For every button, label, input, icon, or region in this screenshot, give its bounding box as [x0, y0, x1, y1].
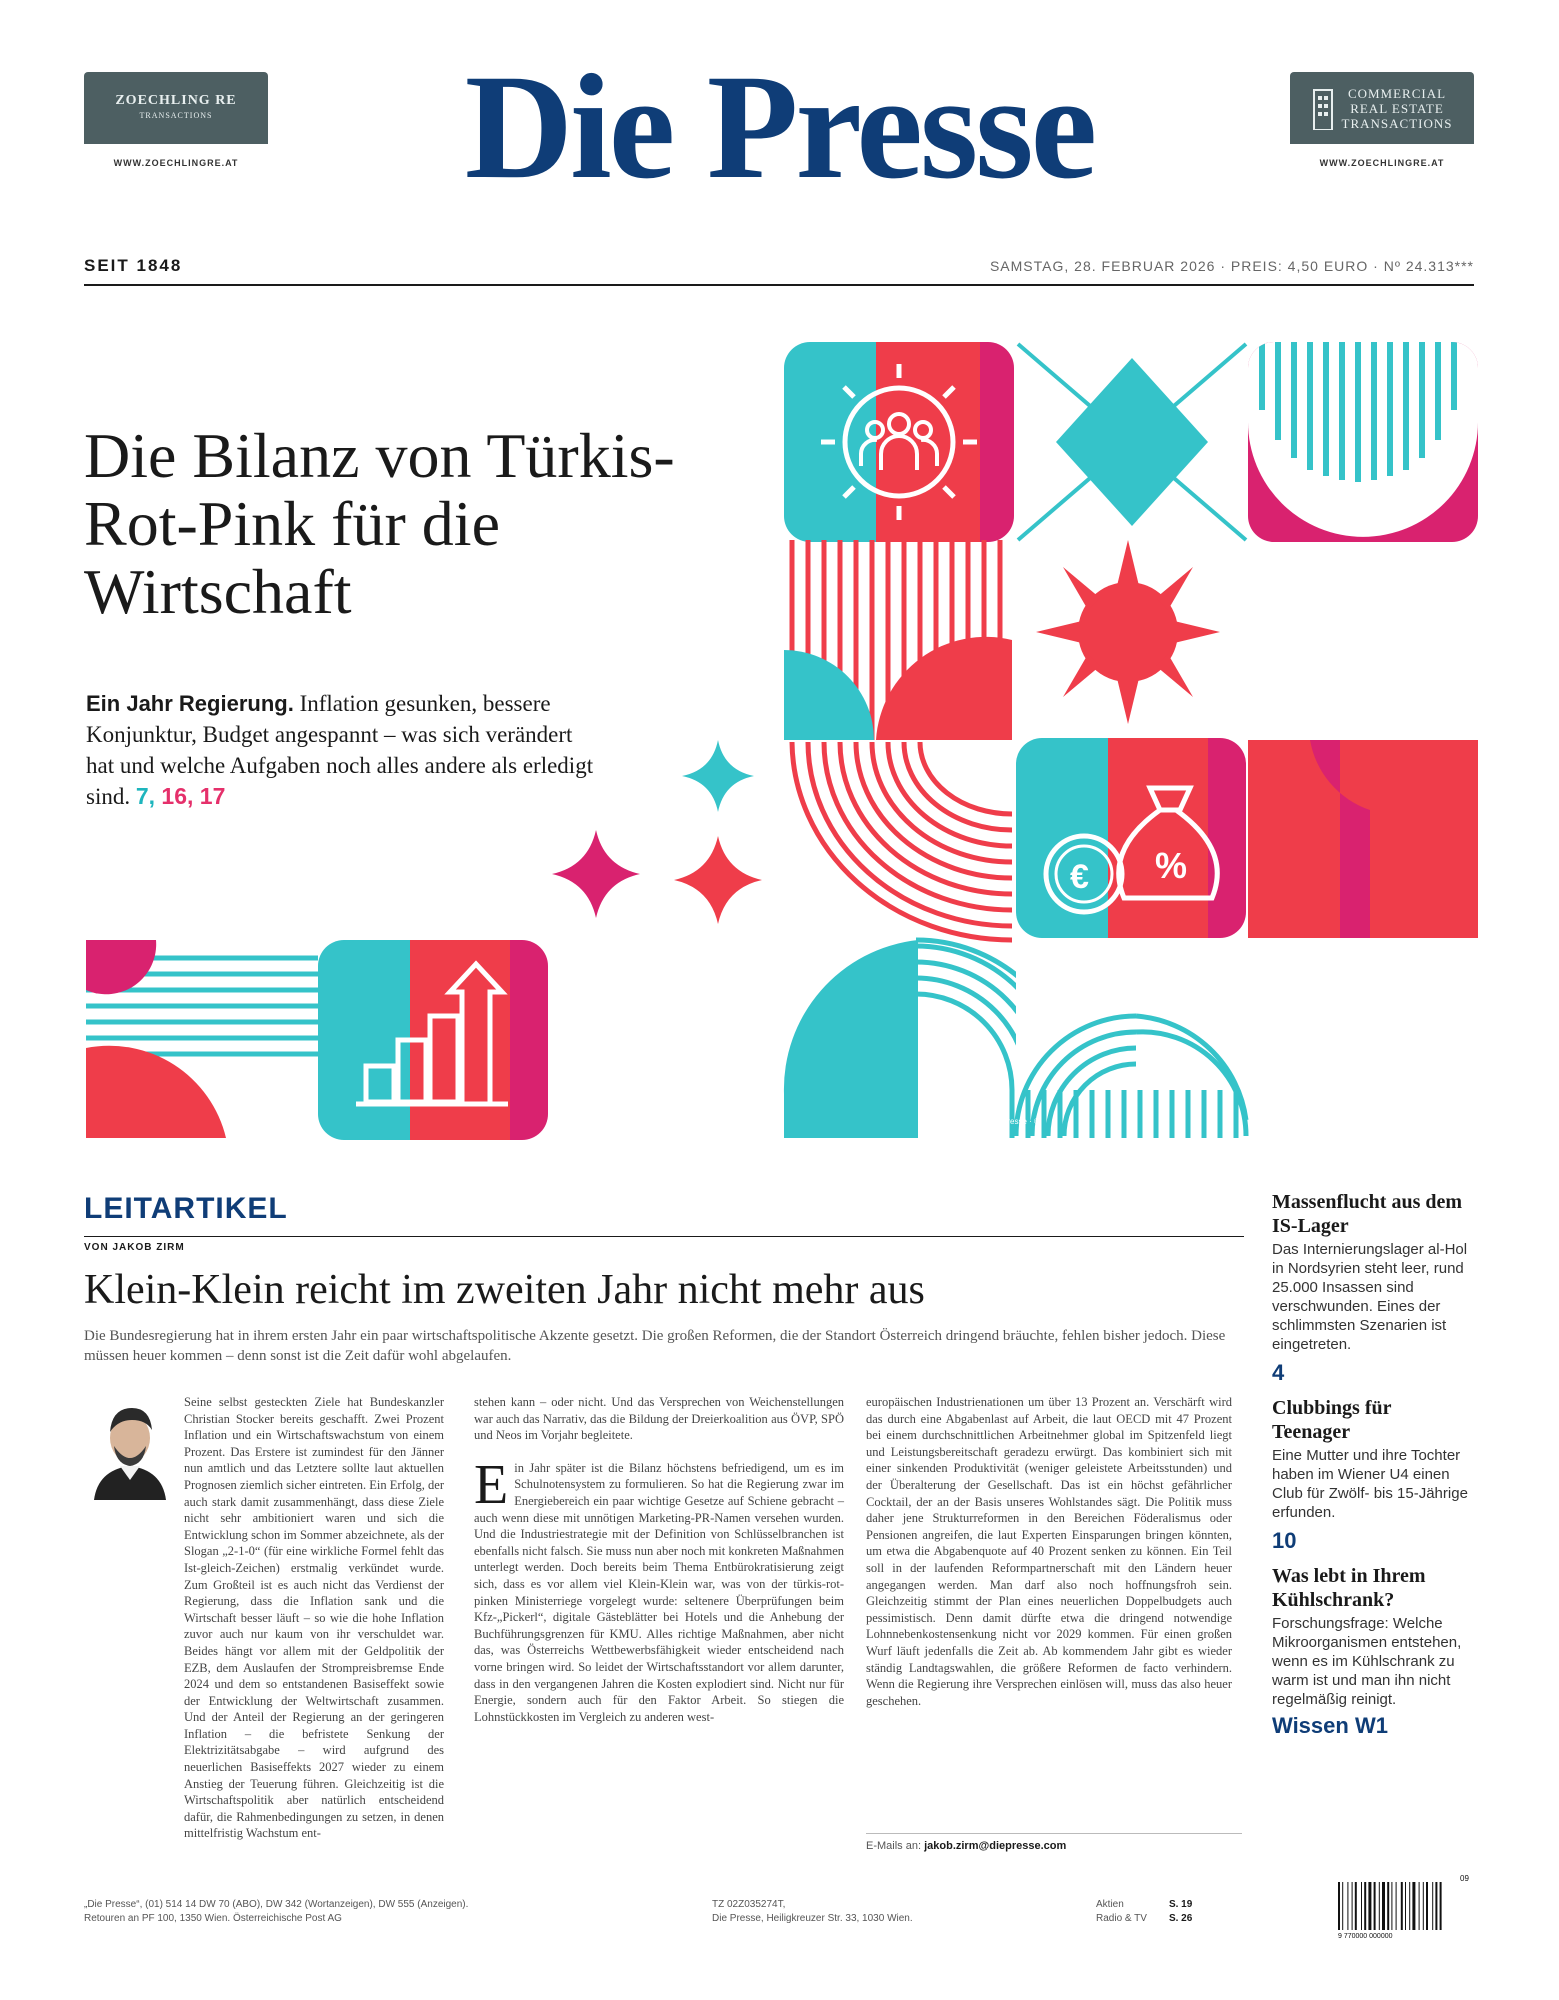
index-page[interactable]: S. 19: [1168, 1899, 1193, 1910]
sidebar-item-clubbings[interactable]: [1272, 1396, 1472, 1554]
section-kicker: LEITARTIKEL: [84, 1192, 288, 1225]
page-ref-17[interactable]: 17: [199, 783, 226, 809]
page-ref-7[interactable]: 7,: [135, 783, 156, 809]
sidebar-item-headline[interactable]: Clubbings für Teenager: [1272, 1397, 1392, 1443]
barcode-issue: 09: [1460, 1874, 1469, 1883]
bottom-left-stripes: [86, 940, 318, 1140]
index-row[interactable]: [1096, 1912, 1192, 1926]
column-1-text: Seine selbst gesteckten Ziele hat Bundeskanzler Christian Stocker bereits geschafft. Zwei Prozent Inflation und ein Wirtschaftswachstum von einem Prozent. Das Erstere ist zumindest für den Jänner nun amtlich und das Letztere sollte laut aktuellen Prognosen ziemlich sicher eintreten. Ein Erfolg, der auch stark damit zusammenhängt, dass diese Ziele nicht sehr ambitioniert waren und sich die Entwicklung schon im Sommer abzeichnete, als der Slogan „2-1-0“ (für eine wirkliche Formel fehlt das Ist-gleich-Zeichen) erstmalig verkündet wurde. Zum Großteil ist es auch nicht das Verdienst der Regierung, dass die Inflation sank und die Wirtschaft besser läuft – so wie die hohe Inflation zuvor auch nur kaum von ihr verschuldet war. Beides hängt vor allem mit der Geldpolitik der EZB, dem Auslaufen der Strompreisbremse Ende 2024 und dem so entstandenen Basiseffekt sowie der Entwicklung der Weltwirtschaft zusammen. Und der Anteil der Regierung an der geringeren Inflation – die befristete Senkung der Elektrizitätsabgabe – wird aufgrund des neuerlichen Basiseffekts 2027 wieder zu einem Anstieg der Teuerung führen. Gleichzeitig ist die Wirtschaftspolitik aber natürlich entscheidend dafür, die Rahmenbedingungen zu setzen, in denen mittelfristig Wachstum ent-: [184, 1395, 444, 1841]
index-page[interactable]: S. 26: [1168, 1913, 1193, 1924]
svg-text:%: %: [1155, 845, 1188, 886]
index-label: Aktien: [1096, 1899, 1124, 1910]
svg-text:€: €: [1070, 858, 1089, 896]
footer-contact-line2: Retouren an PF 100, 1350 Wien. Österreichische Post AG: [84, 1913, 342, 1924]
sidebar-item-text: Forschungsfrage: Welche Mikroorganismen entstehen, wenn es im Kühlschrank zu warm ist und man ihn nicht regelmäßig reinigt.: [1272, 1615, 1462, 1708]
author-email[interactable]: jakob.zirm@diepresse.com: [924, 1840, 1067, 1852]
sparkle-red: [674, 836, 762, 924]
footer-contact: [84, 1898, 684, 1926]
footer-index: [1096, 1898, 1246, 1926]
ad-right-line3: TRANSACTIONS: [1341, 115, 1453, 131]
cover-illustration: [0, 330, 1559, 1150]
ad-right-line2: REAL ESTATE: [1350, 100, 1444, 116]
since-label: SEIT 1848: [84, 256, 183, 275]
editorial-headline[interactable]: Klein-Klein reicht im zweiten Jahr nicht mehr aus: [84, 1267, 925, 1313]
sparkle-pink: [552, 830, 640, 918]
teaser-lead: Ein Jahr Regierung.: [86, 691, 294, 716]
editorial-column-3: [866, 1394, 1232, 1709]
column-2-text: in Jahr später ist die Bilanz höchstens befriedigend, um es im Schulnotensystem zu formulieren. So hat die Regierung zwar im Energiebereich ein paar wichtige Gesetze auf Schiene gebracht – auch wenn diese mit unnötigen Marketing-PR-Namen versehen wurden. Und die Industriestrategie mit der Definition von Schlüsselbranchen ist ebenfalls nicht falsch. Sie muss nun aber noch mit konkreten Maßnahmen unterlegt werden. Doch bereits beim Thema Entbürokratisierung zeigt sich, dass es vor allem viel Klein-Klein war, was von der türkis-rot-pinken Ministerriege vorgelegt wurde: seltenere Überprüfungen beim Kfz-„Pickerl“, digitale Gästeblätter bei Hotels und die Anhebung der Buchführungsgrenzen für KMU. Alles richtige Maßnahmen, aber nicht das, was Österreichs Wettbewerbsfähigkeit wieder entscheidend nach vorne bringen wird. So leidet der Wirtschaftsstandort vor allem darunter, dass in den vergangenen Jahren die Kosten explodiert sind. Nicht nur für Energie, sondern auch für den Faktor Arbeit. So stiegen die Lohnstückkosten im Vergleich zu anderen west-: [474, 1460, 844, 1724]
email-label: E-Mails an:: [866, 1840, 922, 1852]
euro-coin-icon: [1046, 836, 1122, 912]
barcode: [1336, 1874, 1472, 1940]
ad-right-url[interactable]: WWW.ZOECHLINGRE.AT: [1319, 158, 1445, 168]
sidebar-item-text: Das Internierungslager al-Hol in Nordsyrien steht leer, rund 25.000 Insassen sind verschwunden. Eines der schlimmsten Szenarien ist eingetreten.: [1272, 1241, 1468, 1353]
sidebar-item-headline[interactable]: Massenflucht aus dem IS-Lager: [1272, 1191, 1463, 1237]
footer-tz-line1: TZ 02Z035274T,: [712, 1899, 786, 1910]
column-2-top-text: stehen kann – oder nicht. Und das Versprechen von Weichenstellungen war auch das Narrativ, das die Bildung der Dreierkoalition aus ÖVP, SPÖ und Neos im Vorjahr begleitete.: [474, 1395, 844, 1443]
sun-icon: [1036, 540, 1220, 724]
teaser-text: Inflation gesunken, bessere Konjunktur, Budget angespannt – was sich verändert hat und welche Aufgaben noch alles andere als erledigt sind.: [86, 691, 594, 809]
ad-right-line1: COMMERCIAL: [1347, 85, 1447, 101]
divider: [84, 1236, 1244, 1237]
sidebar-item-page[interactable]: Wissen W1: [1272, 1713, 1388, 1738]
meta-bar: [84, 254, 1474, 286]
footer-contact-line1: „Die Presse“, (01) 514 14 DW 70 (ABO), DW 342 (Wortanzeigen), DW 555 (Anzeigen).: [84, 1899, 469, 1910]
chart-tile: [318, 940, 548, 1140]
cover-headline[interactable]: Die Bilanz von Türkis-Rot-Pink für die Wirtschaft: [84, 420, 675, 627]
index-row[interactable]: [1096, 1898, 1192, 1912]
ad-left-line1: ZOECHLING RE: [115, 93, 237, 108]
byline: VON JAKOB ZIRM: [84, 1242, 185, 1253]
red-pink-block: [1248, 740, 1478, 938]
masthead-logo[interactable]: Die Presse: [464, 44, 1095, 210]
footer-tz-line2: Die Presse, Heiligkreuzer Str. 33, 1030 Wien.: [712, 1913, 913, 1924]
barcode-number: 9 770000 000000: [1338, 1933, 1393, 1940]
striped-tile: [1248, 342, 1478, 542]
sidebar-item-kuehlschrank[interactable]: [1272, 1564, 1472, 1739]
sidebar-item-page[interactable]: 10: [1272, 1528, 1297, 1553]
page-ref-16[interactable]: 16,: [161, 783, 194, 809]
sidebar-item-headline[interactable]: Was lebt in Ihrem Kühlschrank?: [1272, 1565, 1426, 1611]
illustration-credit: Grafik: Presse · Die Presse · ©: [930, 1117, 1040, 1126]
sidebar-item-text: Eine Mutter und ihre Tochter haben im Wiener U4 einen Club für Zwölf- bis 15-Jährige erfunden.: [1272, 1447, 1468, 1521]
vertical-lines-block: [784, 540, 1012, 740]
editorial-column-2: [474, 1394, 844, 1725]
author-email-row: [866, 1833, 1242, 1852]
issue-info: SAMSTAG, 28. FEBRUAR 2026 · PREIS: 4,50 EURO · Nº 24.313***: [989, 258, 1474, 274]
ad-left-url[interactable]: WWW.ZOECHLINGRE.AT: [113, 158, 239, 168]
diamond-shape: [1018, 344, 1246, 540]
sparkle-teal: [682, 740, 754, 812]
dropcap: E: [474, 1453, 509, 1516]
sidebar-teasers: [1272, 1190, 1472, 1739]
index-label: Radio & TV: [1096, 1913, 1147, 1924]
editorial-column-1: [84, 1394, 444, 1842]
column-3-text: europäischen Industrienationen um über 13 Prozent an. Verschärft wird das durch eine Abgabenlast auf Arbeit, die laut OECD mit 47 Prozent bei einem durchschnittlichen Arbeitnehmer global im Spitzenfeld liegt und Leistungsbereitschaft geradezu erwürgt. Das kombiniert sich mit einer sinkenden Produktivität (weniger geleistete Arbeitsstunden) und der Überalterung der Gesellschaft. Das ist ein höchst gefährlicher Cocktail, der an der Basis unseres Wohlstandes sägt. Die Politik muss daher jene Strukturreformen in den Bereichen Föderalismus oder Pensionen angreifen, die laut Experten Einsparungen bringen könnten, um etwa die Abgabenquote auf 40 Prozent senken zu können. Ein Teil soll in der laufenden Reformpartnerschaft mit den Ländern heuer angegangen werden. Man darf also noch hoffnungsfroh sein. Gleichzeitig stimmt der Plan eines neuerlichen Doppelbudgets auch pessimistisch. Denn damit dürfte etwa die dringend notwendige Lohnnebenkostensenkung nicht vor 2029 kommen. Für einen großen Wurf läuft jedenfalls die Zeit ab. Ab kommendem Jahr gibt es wieder ständig Landtagswahlen, die größere Reformen de facto verhindern. Wenn die Regierung ihre Versprechen einlösen will, muss das also heuer geschehen.: [866, 1395, 1232, 1708]
arcs-red: [792, 742, 1012, 940]
arcs-teal: [784, 940, 1246, 1138]
footer-address: [712, 1898, 1012, 1926]
ad-left-line2: TRANSACTIONS: [139, 111, 213, 120]
sidebar-item-page[interactable]: 4: [1272, 1360, 1285, 1385]
sidebar-item-is-lager[interactable]: [1272, 1190, 1472, 1386]
editorial-lead: Die Bundesregierung hat in ihrem ersten Jahr ein paar wirtschaftspolitische Akzente gesetzt. Die großen Reformen, die der Standort Österreich dringend bräuchte, fehlen bisher jedoch. Diese müssen heuer kommen – denn sonst ist die Zeit dafür wohl abgelaufen.: [84, 1328, 1226, 1364]
